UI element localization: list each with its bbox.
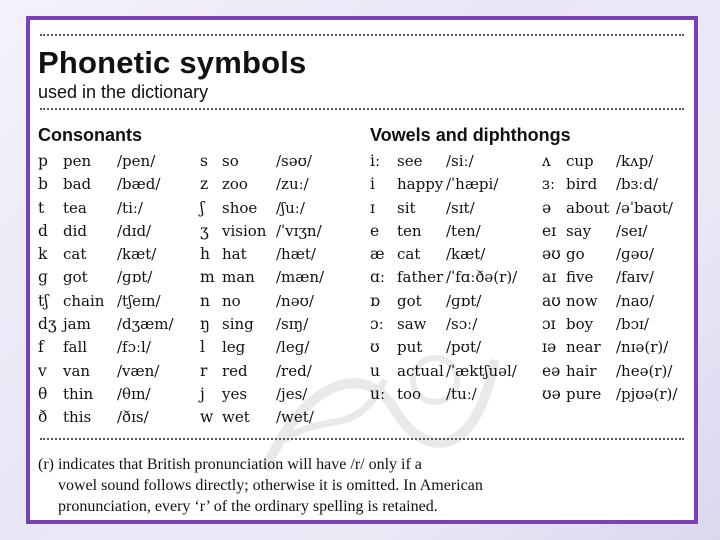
- phonetic-symbol: ʒ: [200, 221, 209, 240]
- example-word: thin: [63, 384, 94, 403]
- example-word: shoe: [222, 198, 258, 217]
- transcription: /bɔɪ/: [616, 315, 649, 334]
- symbol-row: [528, 266, 688, 289]
- symbol-row: [30, 220, 200, 243]
- phonetic-symbol: ʊə: [542, 384, 561, 403]
- symbol-row: [363, 313, 528, 336]
- phonetic-symbol: θ: [38, 384, 48, 403]
- phonetic-symbol: n: [200, 291, 210, 310]
- transcription: /sɔː/: [446, 315, 478, 334]
- transcription: /ðɪs/: [117, 408, 149, 427]
- symbol-row: [528, 173, 688, 196]
- transcription: /heə(r)/: [616, 361, 673, 380]
- phonetic-symbol: e: [370, 221, 380, 240]
- divider-header: [40, 108, 684, 110]
- example-word: boy: [566, 315, 594, 334]
- symbol-row: [194, 150, 364, 173]
- content-frame: [26, 16, 698, 524]
- phonetic-symbol: m: [200, 268, 215, 287]
- symbol-row: [194, 406, 364, 429]
- symbol-row: [363, 290, 528, 313]
- consonants-col2: [194, 150, 364, 430]
- example-word: sing: [222, 315, 254, 334]
- symbol-row: [30, 290, 200, 313]
- note-line: (r) indicates that British pronunciation will have /r/ only if a: [38, 456, 422, 473]
- example-word: hat: [222, 245, 247, 264]
- transcription: /faɪv/: [616, 268, 654, 287]
- transcription: /pjʊə(r)/: [616, 384, 678, 403]
- transcription: /dɪd/: [117, 221, 152, 240]
- example-word: chain: [63, 291, 105, 310]
- symbol-row: [194, 197, 364, 220]
- phonetic-symbol: ɜː: [542, 175, 556, 194]
- symbol-row: [363, 150, 528, 173]
- symbol-row: [528, 243, 688, 266]
- example-word: put: [397, 338, 423, 357]
- phonetic-symbol: f: [38, 338, 44, 357]
- transcription: /jes/: [276, 384, 308, 403]
- phonetic-symbol: ɑː: [370, 268, 386, 287]
- symbol-row: [30, 197, 200, 220]
- symbol-row: [194, 173, 364, 196]
- transcription: /ˈhæpi/: [446, 175, 499, 194]
- example-word: vision: [222, 221, 267, 240]
- symbol-row: [528, 220, 688, 243]
- phonetic-symbol: əʊ: [542, 245, 561, 264]
- transcription: /tuː/: [446, 384, 477, 403]
- transcription: /kæt/: [117, 245, 157, 264]
- symbol-row: [363, 360, 528, 383]
- example-word: father: [397, 268, 444, 287]
- example-word: fall: [63, 338, 88, 357]
- vowels-col2: [528, 150, 688, 406]
- phonetic-symbol: ʊ: [370, 338, 380, 357]
- symbol-row: [30, 243, 200, 266]
- transcription: /ɡəʊ/: [616, 245, 654, 264]
- example-word: tea: [63, 198, 87, 217]
- transcription: /bɜːd/: [616, 175, 658, 194]
- symbol-row: [194, 383, 364, 406]
- transcription: /ɡɒt/: [446, 291, 482, 310]
- example-word: cup: [566, 152, 594, 170]
- divider-footer: [40, 438, 684, 440]
- transcription: /mæn/: [276, 268, 325, 287]
- example-word: leg: [222, 338, 246, 357]
- phonetic-symbol: uː: [370, 384, 386, 403]
- example-word: cat: [63, 245, 87, 264]
- phonetic-symbol: r: [200, 361, 208, 380]
- phonetic-symbol: ɔː: [370, 315, 384, 334]
- symbol-row: [194, 313, 364, 336]
- symbol-row: [528, 360, 688, 383]
- symbol-row: [194, 360, 364, 383]
- example-word: got: [63, 268, 88, 287]
- transcription: /siː/: [446, 152, 474, 170]
- example-word: go: [566, 245, 585, 264]
- transcription: /wet/: [276, 408, 314, 427]
- symbol-row: [30, 383, 200, 406]
- symbol-row: [194, 336, 364, 359]
- transcription: /hæt/: [276, 245, 316, 264]
- example-word: red: [222, 361, 248, 380]
- example-word: pen: [63, 152, 92, 170]
- example-word: now: [566, 291, 598, 310]
- transcription: /pʊt/: [446, 338, 482, 357]
- symbol-row: [30, 266, 200, 289]
- transcription: /əˈbaʊt/: [616, 198, 673, 217]
- phonetic-symbol: ɔɪ: [542, 315, 556, 334]
- transcription: /θɪn/: [117, 384, 151, 403]
- transcription: /ʃuː/: [276, 198, 305, 217]
- phonetic-symbol: iː: [370, 152, 381, 170]
- symbol-row: [528, 383, 688, 406]
- phonetic-symbol: z: [200, 175, 209, 194]
- example-word: five: [566, 268, 594, 287]
- phonetic-symbol: aʊ: [542, 291, 561, 310]
- example-word: see: [397, 152, 423, 170]
- transcription: /sɪt/: [446, 198, 475, 217]
- example-word: this: [63, 408, 92, 427]
- example-word: cat: [397, 245, 421, 264]
- phonetic-symbol: l: [200, 338, 205, 357]
- phonetic-symbol: ɡ: [38, 268, 48, 287]
- consonants-col1: [30, 150, 200, 430]
- example-word: wet: [222, 408, 250, 427]
- phonetic-symbol: t: [38, 198, 45, 217]
- phonetic-symbol: v: [38, 361, 47, 380]
- transcription: /red/: [276, 361, 312, 380]
- example-word: happy: [397, 175, 444, 194]
- symbol-row: [363, 197, 528, 220]
- example-word: yes: [222, 384, 248, 403]
- phonetic-symbol: ɒ: [370, 291, 380, 310]
- symbol-row: [363, 243, 528, 266]
- transcription: /fɔːl/: [117, 338, 151, 357]
- vowels-col1: [363, 150, 528, 406]
- transcription: /səʊ/: [276, 152, 312, 170]
- phonetic-symbol: ɪə: [542, 338, 557, 357]
- symbol-row: [194, 243, 364, 266]
- transcription: /ˈfɑːðə(r)/: [446, 268, 518, 287]
- pronunciation-note: [38, 454, 678, 517]
- symbol-row: [30, 313, 200, 336]
- example-word: so: [222, 152, 239, 170]
- phonetic-symbol: tʃ: [38, 291, 49, 310]
- note-line: vowel sound follows directly; otherwise it is omitted. In American: [58, 477, 483, 494]
- phonetic-symbol: d: [38, 221, 48, 240]
- example-word: hair: [566, 361, 597, 380]
- transcription: /ˈvɪʒn/: [276, 221, 322, 240]
- example-word: van: [63, 361, 91, 380]
- symbol-row: [30, 150, 200, 173]
- phonetic-symbol: k: [38, 245, 48, 264]
- phonetic-symbol: i: [370, 175, 375, 194]
- transcription: /bæd/: [117, 175, 161, 194]
- phonetic-symbol: ʃ: [200, 198, 205, 217]
- phonetic-symbol: s: [200, 152, 208, 170]
- phonetic-symbol: ʌ: [542, 152, 551, 170]
- transcription: /nəʊ/: [276, 291, 314, 310]
- transcription: /zuː/: [276, 175, 309, 194]
- example-word: did: [63, 221, 88, 240]
- transcription: /pen/: [117, 152, 156, 170]
- example-word: saw: [397, 315, 427, 334]
- page-subtitle: used in the dictionary: [38, 82, 209, 102]
- transcription: /væn/: [117, 361, 160, 380]
- transcription: /naʊ/: [616, 291, 655, 310]
- transcription: /leɡ/: [276, 338, 310, 357]
- symbol-row: [528, 336, 688, 359]
- example-word: near: [566, 338, 601, 357]
- transcription: /ten/: [446, 221, 481, 240]
- vowels-heading: Vowels and diphthongs: [370, 125, 571, 145]
- example-word: bad: [63, 175, 92, 194]
- example-word: pure: [566, 384, 602, 403]
- example-word: too: [397, 384, 422, 403]
- example-word: about: [566, 198, 610, 217]
- phonetic-symbol: ŋ: [200, 315, 210, 334]
- transcription: /tʃeɪn/: [117, 291, 161, 310]
- phonetic-symbol: æ: [370, 245, 385, 264]
- transcription: /tiː/: [117, 198, 143, 217]
- example-word: bird: [566, 175, 598, 194]
- symbol-row: [528, 150, 688, 173]
- symbol-row: [363, 383, 528, 406]
- phonetic-symbol: dʒ: [38, 315, 57, 334]
- phonetic-symbol: ð: [38, 408, 48, 427]
- example-word: actual: [397, 361, 444, 380]
- example-word: no: [222, 291, 241, 310]
- phonetic-symbol: p: [38, 152, 48, 170]
- transcription: /sɪŋ/: [276, 315, 309, 334]
- consonants-heading: Consonants: [38, 125, 143, 145]
- transcription: /ˈæktʃuəl/: [446, 361, 517, 380]
- phonetic-symbol: eə: [542, 361, 561, 380]
- symbol-row: [363, 266, 528, 289]
- example-word: say: [566, 221, 592, 240]
- phonetic-symbol: b: [38, 175, 48, 194]
- phonetic-symbol: aɪ: [542, 268, 557, 287]
- transcription: /kæt/: [446, 245, 486, 264]
- transcription: /ɡɒt/: [117, 268, 153, 287]
- symbol-row: [194, 290, 364, 313]
- phonetic-symbol: j: [200, 384, 205, 403]
- symbol-row: [30, 406, 200, 429]
- phonetic-symbol: u: [370, 361, 380, 380]
- phonetic-symbol: eɪ: [542, 221, 557, 240]
- symbol-row: [528, 313, 688, 336]
- phonetic-symbol: h: [200, 245, 210, 264]
- symbol-row: [30, 336, 200, 359]
- example-word: jam: [63, 315, 91, 334]
- example-word: ten: [397, 221, 422, 240]
- transcription: /dʒæm/: [117, 315, 174, 334]
- divider-top: [40, 34, 684, 36]
- transcription: /seɪ/: [616, 221, 648, 240]
- symbol-row: [363, 336, 528, 359]
- phonetic-symbol: ə: [542, 198, 552, 217]
- symbol-row: [528, 290, 688, 313]
- symbol-row: [30, 173, 200, 196]
- symbol-row: [528, 197, 688, 220]
- symbol-row: [363, 173, 528, 196]
- example-word: zoo: [222, 175, 248, 194]
- phonetic-symbol: w: [200, 408, 214, 427]
- example-word: man: [222, 268, 255, 287]
- transcription: /kʌp/: [616, 152, 654, 170]
- note-line: pronunciation, every ‘r’ of the ordinary spelling is retained.: [58, 498, 438, 515]
- symbol-row: [194, 266, 364, 289]
- example-word: sit: [397, 198, 416, 217]
- symbol-row: [30, 360, 200, 383]
- symbol-row: [194, 220, 364, 243]
- page-title: Phonetic symbols: [38, 45, 307, 80]
- symbol-row: [363, 220, 528, 243]
- phonetic-symbol: ɪ: [370, 198, 375, 217]
- transcription: /nɪə(r)/: [616, 338, 669, 357]
- example-word: got: [397, 291, 422, 310]
